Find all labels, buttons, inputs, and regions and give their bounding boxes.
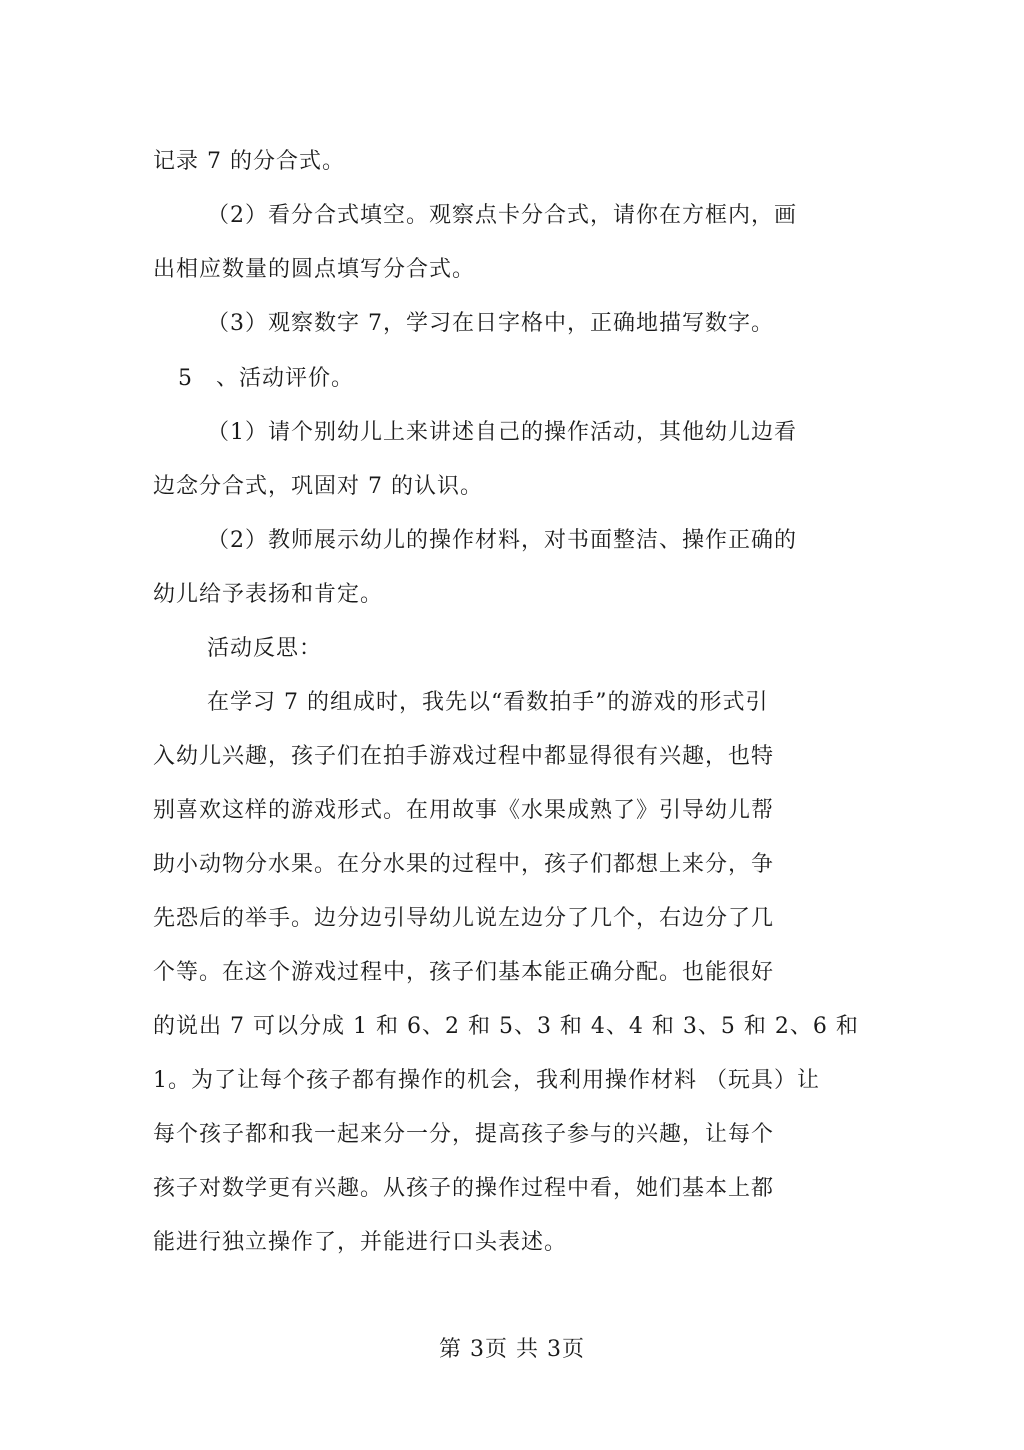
section-heading: 活动反思：	[207, 636, 323, 661]
paragraph-line: 每个孩子都和我一起来分一分，提高孩子参与的兴趣，让每个	[153, 1122, 775, 1147]
paragraph-line: 幼儿给予表扬和肯定。	[153, 582, 384, 607]
section-heading: 5 、活动评价。	[178, 366, 354, 391]
paragraph-line: 个等。在这个游戏过程中，孩子们基本能正确分配。也能很好	[153, 960, 775, 985]
paragraph-line: 的说出 7 可以分成 1 和 6、2 和 5、3 和 4、4 和 3、5 和 2、6 和	[153, 1014, 859, 1039]
paragraph-line: 在学习 7 的组成时，我先以“看数拍手”的游戏的形式引	[207, 690, 769, 715]
paragraph-line: （3）观察数字 7，学习在日字格中，正确地描写数字。	[207, 311, 774, 336]
paragraph-line: 入幼儿兴趣，孩子们在拍手游戏过程中都显得很有兴趣，也特	[153, 744, 775, 769]
paragraph-line: 别喜欢这样的游戏形式。在用故事《水果成熟了》引导幼儿帮	[153, 798, 775, 823]
paragraph-line: （1）请个别幼儿上来讲述自己的操作活动，其他幼儿边看	[207, 420, 797, 445]
paragraph-line: 助小动物分水果。在分水果的过程中，孩子们都想上来分，争	[153, 852, 775, 877]
paragraph-line: （2）教师展示幼儿的操作材料，对书面整洁、操作正确的	[207, 528, 797, 553]
paragraph-line: （2）看分合式填空。观察点卡分合式，请你在方框内，画	[207, 203, 797, 228]
paragraph-line: 出相应数量的圆点填写分合式。	[153, 257, 476, 282]
paragraph-line: 先恐后的举手。边分边引导幼儿说左边分了几个，右边分了几	[153, 906, 775, 931]
paragraph-line: 边念分合式，巩固对 7 的认识。	[153, 474, 483, 499]
paragraph-line: 孩子对数学更有兴趣。从孩子的操作过程中看，她们基本上都	[153, 1176, 775, 1201]
paragraph-line: 记录 7 的分合式。	[153, 149, 345, 174]
paragraph-line: 能进行独立操作了，并能进行口头表述。	[153, 1230, 568, 1255]
paragraph-line: 1。为了让每个孩子都有操作的机会，我利用操作材料 （玩具）让	[153, 1068, 820, 1093]
page-number-footer: 第 3页 共 3页	[439, 1337, 585, 1362]
